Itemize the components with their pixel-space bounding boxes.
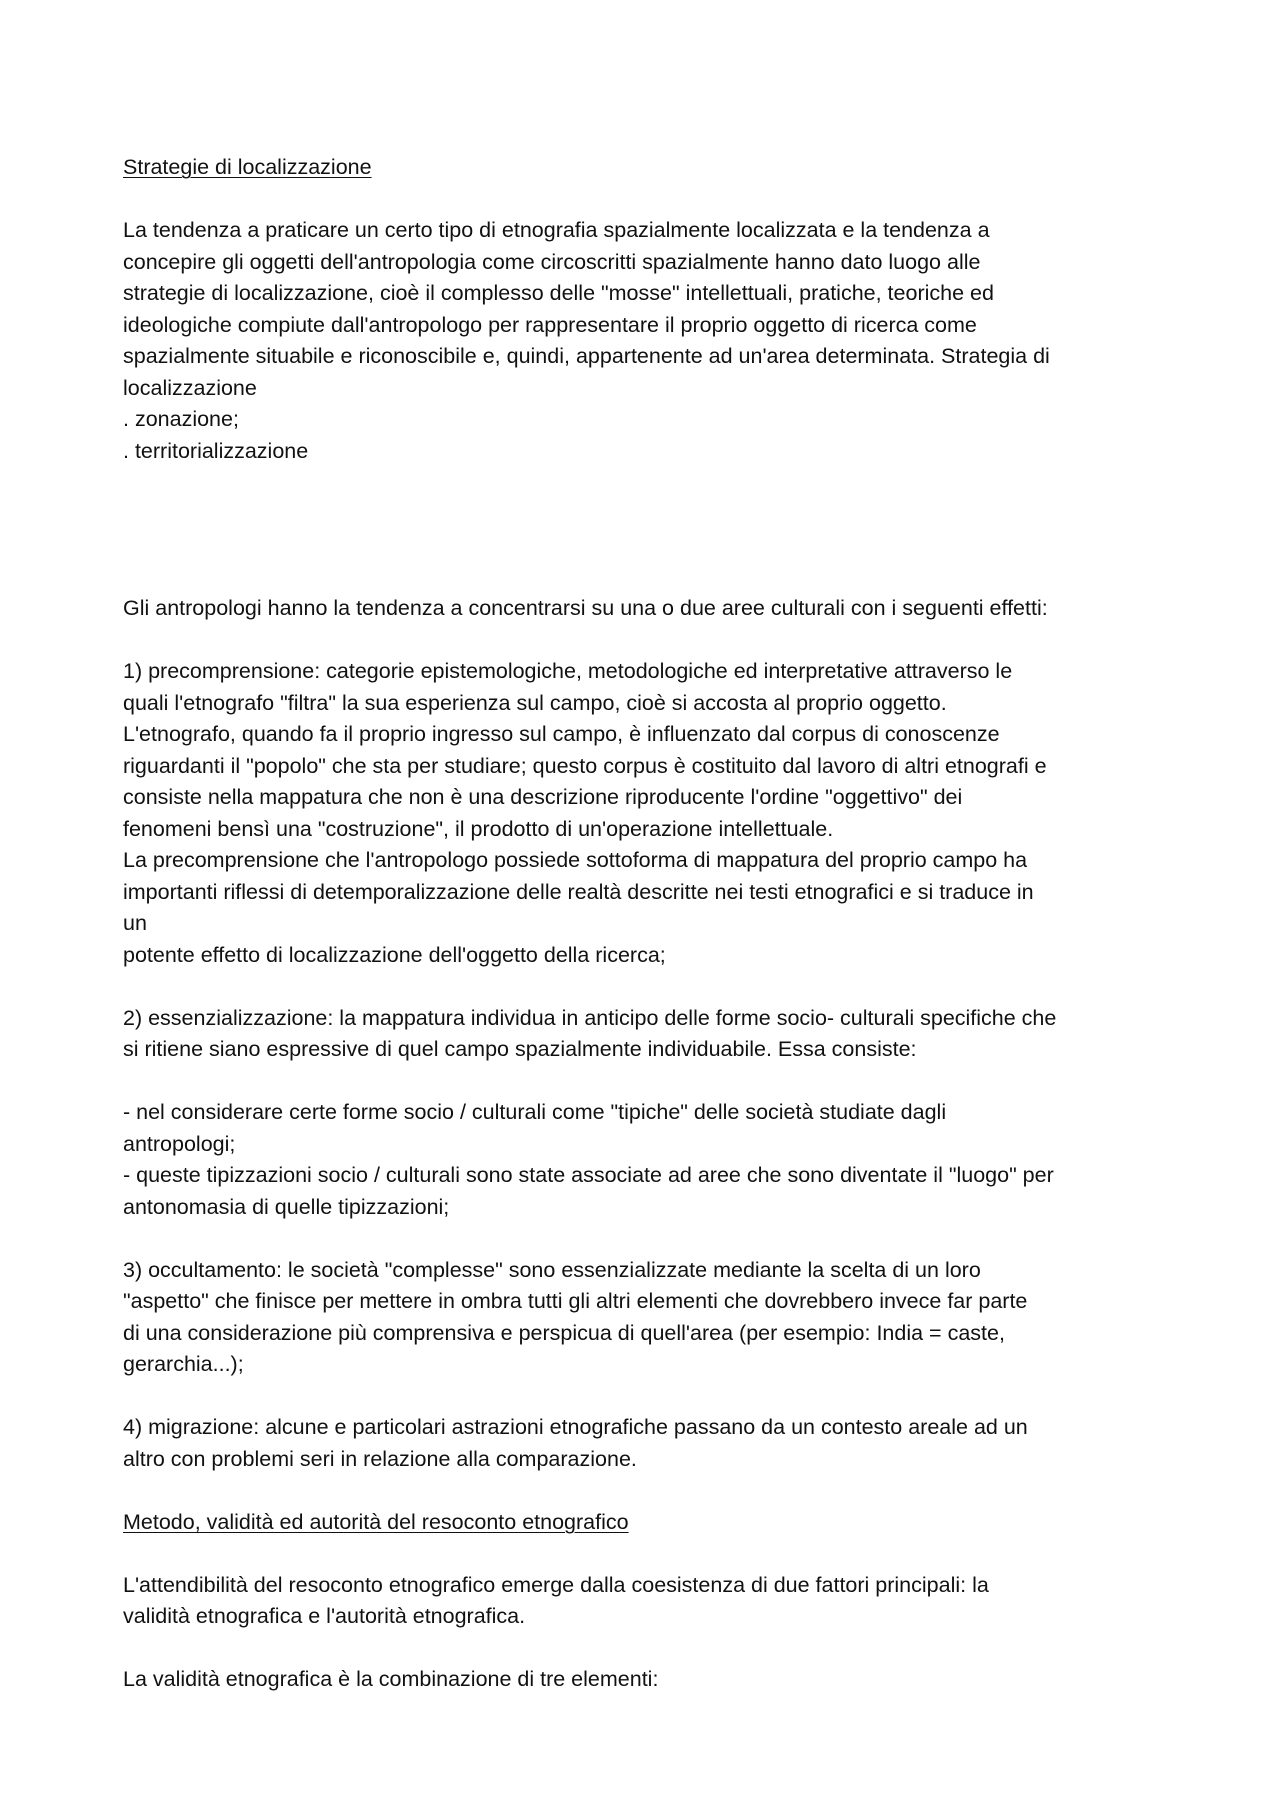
list-item-zonazione: . zonazione; [123, 407, 239, 431]
text-line: 3) occultamento: le società "complesse" sono essenzializzate mediante la scelta di un loro [123, 1257, 981, 1282]
effect-migrazione [123, 1412, 1173, 1475]
text-line: potente effetto di localizzazione dell'oggetto della ricerca; [123, 942, 666, 967]
section-heading-method: Metodo, validità ed autorità del resoconto etnografico [123, 1509, 629, 1534]
document-page [123, 152, 1173, 1696]
text-line: L'attendibilità del resoconto etnografico emerge dalla coesistenza di due fattori principali: la [123, 1572, 989, 1597]
text-line: riguardanti il "popolo" che sta per studiare; questo corpus è costituito dal lavoro di altri etnografi e [123, 753, 1047, 778]
list-item-territorializzazione: . territorializzazione [123, 438, 309, 463]
text-line: "aspetto" che finisce per mettere in ombra tutti gli altri elementi che dovrebbero invece far parte [123, 1289, 1028, 1313]
text-line: ideologiche compiute dall'antropologo per rappresentare il proprio oggetto di ricerca come [123, 312, 977, 337]
text-line: un [123, 911, 147, 935]
section-heading-localization: Strategie di localizzazione [123, 155, 372, 179]
paragraph-localization-strategies [123, 215, 1173, 467]
text-line: gerarchia...); [123, 1352, 244, 1376]
list-item: - queste tipizzazioni socio / culturali sono state associate ad aree che sono diventate il "luogo" per [123, 1163, 1054, 1187]
list-item: antonomasia di quelle tipizzazioni; [123, 1194, 450, 1219]
effect-essenzializzazione [123, 1003, 1173, 1066]
text-line: fenomeni bensì una "costruzione", il prodotto di un'operazione intellettuale. [123, 816, 834, 841]
effects-intro: Gli antropologi hanno la tendenza a concentrarsi su una o due aree culturali con i seguenti effetti: [123, 596, 1048, 620]
text-line: 4) migrazione: alcune e particolari astrazioni etnografiche passano da un contesto areale ad un [123, 1415, 1028, 1439]
text-line: 1) precomprensione: categorie epistemologiche, metodologiche ed interpretative attraverso le [123, 659, 1013, 683]
text-line: strategie di localizzazione, cioè il complesso delle "mosse" intellettuali, pratiche, teoriche ed [123, 281, 994, 305]
text-line: La precomprensione che l'antropologo possiede sottoforma di mappatura del proprio campo ha [123, 848, 1028, 872]
text-line: consiste nella mappatura che non è una descrizione riproducente l'ordine "oggettivo" dei [123, 785, 963, 809]
list-item: - nel considerare certe forme socio / culturali come "tipiche" delle società studiate dagli [123, 1100, 947, 1124]
text-line: validità etnografica e l'autorità etnografica. [123, 1604, 526, 1628]
essenzializzazione-bullets [123, 1097, 1173, 1223]
paragraph-attendibilita [123, 1570, 1173, 1633]
text-line: L'etnografo, quando fa il proprio ingresso sul campo, è influenzato dal corpus di conoscenze [123, 722, 1000, 746]
text-line: localizzazione [123, 375, 257, 400]
text-line: concepire gli oggetti dell'antropologia come circoscritti spazialmente hanno dato luogo alle [123, 249, 981, 274]
effect-precomprensione [123, 656, 1173, 971]
text-line: altro con problemi seri in relazione alla comparazione. [123, 1446, 637, 1471]
text-line: di una considerazione più comprensiva e perspicua di quell'area (per esempio: India = caste, [123, 1320, 1005, 1345]
text-line: si ritiene siano espressive di quel campo spazialmente individuabile. Essa consiste: [123, 1037, 917, 1061]
text-line: quali l'etnografo "filtra" la sua esperienza sul campo, cioè si accosta al proprio oggetto. [123, 690, 947, 715]
paragraph-validita: La validità etnografica è la combinazione di tre elementi: [123, 1667, 659, 1691]
text-line: importanti riflessi di detemporalizzazione delle realtà descritte nei testi etnografici e si traduce in [123, 879, 1034, 904]
text-line: La tendenza a praticare un certo tipo di etnografia spazialmente localizzata e la tendenza a [123, 218, 990, 242]
text-line: 2) essenzializzazione: la mappatura individua in anticipo delle forme socio- culturali specifiche che [123, 1005, 1057, 1030]
text-line: spazialmente situabile e riconoscibile e, quindi, appartenente ad un'area determinata. Strategia di [123, 344, 1050, 368]
effect-occultamento [123, 1255, 1173, 1381]
list-item: antropologi; [123, 1131, 236, 1156]
